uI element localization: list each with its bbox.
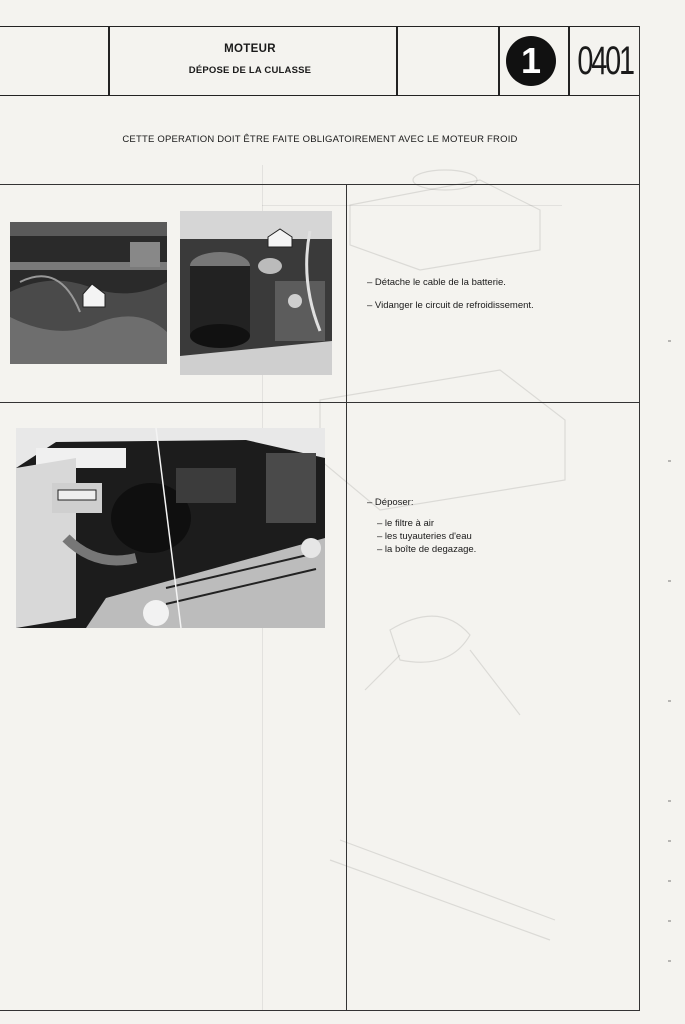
document-code: 0401 bbox=[577, 39, 633, 83]
section-title: MOTEUR bbox=[224, 43, 276, 55]
air-filter-close-photo bbox=[180, 211, 332, 375]
instruction-item: – la boîte de degazage. bbox=[377, 544, 477, 555]
instruction-title: – Déposer: bbox=[367, 497, 414, 508]
header-divider bbox=[568, 27, 570, 95]
engine-bay-overview-photo bbox=[16, 428, 325, 628]
column-divider bbox=[346, 184, 347, 1011]
chapter-number-badge: 1 bbox=[506, 36, 556, 86]
table-right-edge bbox=[639, 26, 640, 1011]
table-rule bbox=[0, 184, 640, 185]
instruction-item: – le filtre à air bbox=[377, 518, 435, 529]
table-rule bbox=[0, 1010, 640, 1011]
page-header bbox=[0, 26, 640, 96]
table-rule bbox=[0, 402, 640, 403]
step-1-instructions bbox=[367, 276, 534, 312]
header-divider bbox=[108, 27, 110, 95]
header-divider bbox=[498, 27, 500, 95]
instruction-item: – les tuyauteries d'eau bbox=[377, 531, 472, 542]
section-subtitle: DÉPOSE DE LA CULASSE bbox=[188, 65, 312, 76]
engine-bay-close-photo bbox=[10, 222, 167, 364]
instruction-item: – Vidanger le circuit de refroidissement. bbox=[367, 300, 534, 311]
header-divider bbox=[396, 27, 398, 95]
bleed-through-drawings bbox=[300, 150, 680, 970]
instruction-item: – Détache le cable de la batterie. bbox=[367, 277, 506, 288]
cold-engine-warning: CETTE OPERATION DOIT ÊTRE FAITE OBLIGATOIREMENT AVEC LE MOTEUR FROID bbox=[122, 134, 518, 145]
step-2-instructions bbox=[367, 496, 476, 556]
page-edge-marks bbox=[660, 320, 680, 1020]
instruction-sublist bbox=[367, 517, 476, 556]
